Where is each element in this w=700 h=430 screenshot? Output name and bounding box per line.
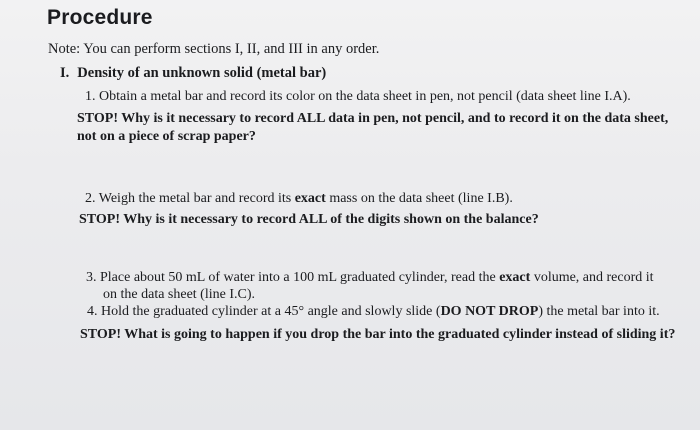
step-1-stop-line-2: not on a piece of scrap paper?	[77, 129, 256, 144]
section-title-text: Density of an unknown solid (metal bar)	[77, 65, 327, 81]
step-4-text: 4. Hold the graduated cylinder at a 45° angle and slowly slide (DO NOT DROP) the metal bar into it.	[87, 304, 660, 319]
section-number: I.	[60, 65, 70, 81]
note-text: Note: You can perform sections I, II, and III in any order.	[48, 41, 380, 57]
step-3-line-2: on the data sheet (line I.C).	[103, 287, 256, 302]
procedure-heading: Procedure	[47, 6, 153, 29]
step-2-stop: STOP! Why is it necessary to record ALL of the digits shown on the balance?	[79, 212, 539, 227]
step-1-text: 1. Obtain a metal bar and record its color on the data sheet in pen, not pencil (data sheet line I.A).	[85, 89, 631, 104]
step-3-text: 3. Place about 50 mL of water into a 100 mL graduated cylinder, read the exact volume, and record it	[86, 270, 654, 285]
section-title	[60, 65, 326, 82]
step-4-stop: STOP! What is going to happen if you drop the bar into the graduated cylinder instead of sliding it?	[80, 327, 676, 342]
step-1-stop-line-1: STOP! Why is it necessary to record ALL data in pen, not pencil, and to record it on the data sheet,	[77, 111, 669, 126]
step-2-text: 2. Weigh the metal bar and record its exact mass on the data sheet (line I.B).	[85, 191, 513, 206]
